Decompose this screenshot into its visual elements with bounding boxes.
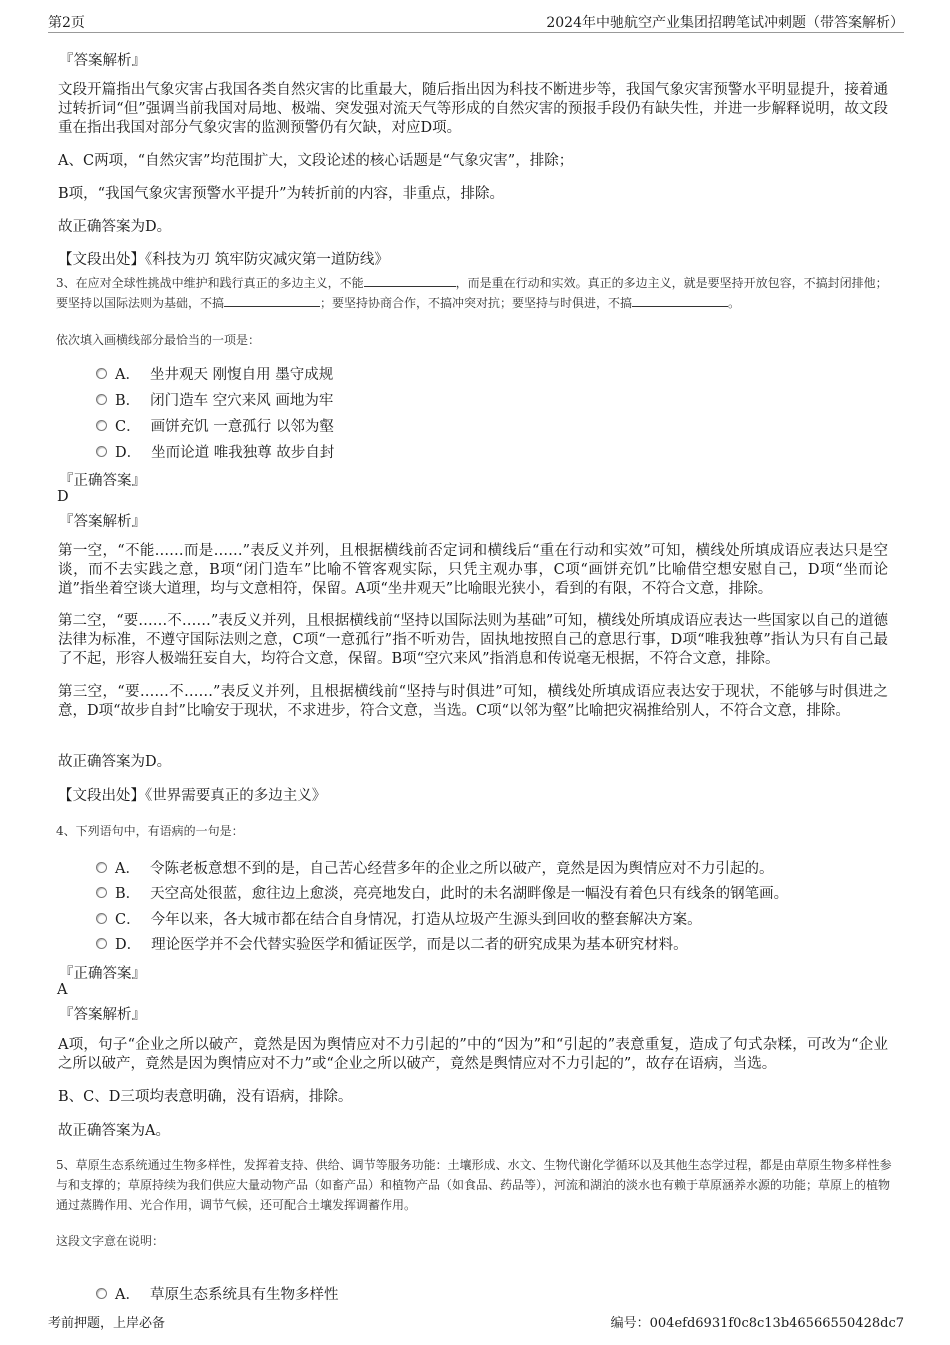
- q4-option-a[interactable]: A． 令陈老板意想不到的是，自己苦心经营多年的企业之所以破产，竟然是因为舆情应对不力引起的。: [96, 857, 773, 877]
- document-title: 2024年中驰航空产业集团招聘笔试冲刺题（带答案解析）: [546, 15, 904, 31]
- q3-option-b[interactable]: B． 闭门造车 空穴来风 画地为牢: [96, 389, 333, 409]
- q4-conclusion: 故正确答案为A。: [58, 1123, 170, 1139]
- q4-option-b[interactable]: B． 天空高处很蓝，愈往边上愈淡，亮亮地发白，此时的未名湖畔像是一幅没有着色只有线条的钢笔画。: [96, 882, 788, 902]
- radio-icon[interactable]: [96, 446, 107, 457]
- q2-analysis-ac: A、C两项，“自然灾害”均范围扩大，文段论述的核心话题是“气象灾害”，排除；: [58, 153, 574, 169]
- q4-analysis-1: A项，句子“企业之所以破产，竟然是因为舆情应对不力引起的”中的“因为”和“引起的”表意重复，造成了句式杂糅，可改为“企业之所以破产，竟然是因为舆情应对不力”或“企业之所以破产，竟然是舆情应对不力引起的”，故存在语病，当选。: [58, 1037, 888, 1072]
- q5-option-a[interactable]: A． 草原生态系统具有生物多样性: [96, 1283, 338, 1303]
- q3-analysis-1: 第一空，“不能……而是……”表反义并列，且根据横线前否定词和横线后“重在行动和实效”可知，横线处所填成语应表达只是空谈，而不去实践之意，B项“闭门造车”比喻不管客观实际，只凭主观办事，C项“画饼充饥”比喻借空想安慰自己，D项“坐而论道”指坐着空谈大道理，均与文意相符，保留。A项“坐井观天”比喻眼光狭小，看到的有限，不符合文意，排除。: [58, 543, 888, 597]
- radio-icon[interactable]: [96, 938, 107, 949]
- q3-option-c[interactable]: C． 画饼充饥 一意孤行 以邻为壑: [96, 415, 334, 435]
- q2-source: 【文段出处】《科技为刃 筑牢防灾减灾第一道防线》: [58, 252, 389, 268]
- q2-analysis-paragraph: 文段开篇指出气象灾害占我国各类自然灾害的比重最大，随后指出因为科技不断进步等，我国气象灾害预警水平明显提升，接着通过转折词“但”强调当前我国对局地、极端、突发强对流天气等形成的自然灾害的预报手段仍有缺失性，并进一步解释说明，故文段重在指出我国对部分气象灾害的监测预警仍有欠缺，对应D项。: [58, 82, 888, 136]
- radio-icon[interactable]: [96, 913, 107, 924]
- page-number: 第2页: [48, 15, 85, 31]
- q3-prompt: 依次填入画横线部分最恰当的一项是：: [56, 333, 261, 347]
- q2-analysis-b: B项，“我国气象灾害预警水平提升”为转折前的内容，非重点，排除。: [58, 186, 504, 202]
- q3-stem: 3、在应对全球性挑战中维护和践行真正的多边主义，不能 ，而是重在行动和实效。真正的多边主义，就是要坚持开放包容，不搞封闭排他；要坚持以国际法则为基础，不搞 ；要坚持协商合作，不搞冲突对抗；要坚持与时俱进，不搞 。: [56, 276, 888, 310]
- q2-conclusion: 故正确答案为D。: [58, 219, 172, 235]
- fill-blank-1: [364, 274, 456, 287]
- analysis-label: 『答案解析』: [59, 1007, 146, 1023]
- correct-answer-label: 『正确答案』: [59, 473, 146, 489]
- q4-analysis-2: B、C、D三项均表意明确，没有语病，排除。: [58, 1089, 353, 1105]
- q3-conclusion: 故正确答案为D。: [58, 754, 172, 770]
- q3-analysis-2: 第二空，“要……不……”表反义并列，且根据横线前“坚持以国际法则为基础”可知，横线处所填成语应表达一些国家以自己的道德法律为标准，不遵守国际法则之意，C项“一意孤行”指不听劝告，固执地按照自己的意思行事，D项“唯我独尊”指认为只有自己最了不起，形容人极端狂妄自大，均符合文意，保留。B项“空穴来风”指消息和传说毫无根据，不符合文意，排除。: [58, 613, 888, 667]
- radio-icon[interactable]: [96, 394, 107, 405]
- radio-icon[interactable]: [96, 1288, 107, 1299]
- correct-answer-label: 『正确答案』: [59, 966, 146, 982]
- fill-blank-3: [632, 294, 728, 307]
- page-header: [48, 10, 904, 33]
- radio-icon[interactable]: [96, 887, 107, 898]
- q3-option-a[interactable]: A． 坐井观天 刚愎自用 墨守成规: [96, 363, 333, 383]
- radio-icon[interactable]: [96, 420, 107, 431]
- q5-stem: 5、草原生态系统通过生物多样性，发挥着支持、供给、调节等服务功能：土壤形成、水文、生物代谢化学循环以及其他生态学过程，都是由草原生物多样性参与和支撑的；草原持续为我们供应大量动物产品（如畜产品）和植物产品（如食品、药品等），河流和湖泊的淡水也有赖于草原涵养水源的功能；草原上的植物通过蒸腾作用、光合作用，调节气候，还可配合土壤发挥调蓄作用。: [56, 1158, 892, 1212]
- q4-stem: 4、下列语句中，有语病的一句是：: [56, 824, 244, 838]
- q5-prompt: 这段文字意在说明：: [56, 1234, 165, 1248]
- q4-option-c[interactable]: C． 今年以来，各大城市都在结合自身情况，打造从垃圾产生源头到回收的整套解决方案。: [96, 908, 702, 928]
- q3-option-d[interactable]: D． 坐而论道 唯我独尊 故步自封: [96, 441, 334, 461]
- document-code: 编号：004efd6931f0c8c13b46566550428dc7: [610, 1316, 904, 1331]
- q4-answer: A: [57, 982, 68, 998]
- analysis-label: 『答案解析』: [59, 53, 146, 69]
- footer-slogan: 考前押题，上岸必备: [48, 1316, 166, 1331]
- fill-blank-2: [224, 294, 320, 307]
- analysis-label: 『答案解析』: [59, 514, 146, 530]
- q3-analysis-3: 第三空，“要……不……”表反义并列，且根据横线前“坚持与时俱进”可知，横线处所填成语应表达安于现状，不能够与时俱进之意，D项“故步自封”比喻安于现状，不求进步，符合文意，当选。C项“以邻为壑”比喻把灾祸推给别人，不符合文意，排除。: [58, 684, 888, 719]
- q4-option-d[interactable]: D． 理论医学并不会代替实验医学和循证医学，而是以二者的研究成果为基本研究材料。: [96, 933, 688, 953]
- q3-answer: D: [57, 489, 69, 505]
- radio-icon[interactable]: [96, 862, 107, 873]
- q3-source: 【文段出处】《世界需要真正的多边主义》: [58, 788, 327, 804]
- radio-icon[interactable]: [96, 368, 107, 379]
